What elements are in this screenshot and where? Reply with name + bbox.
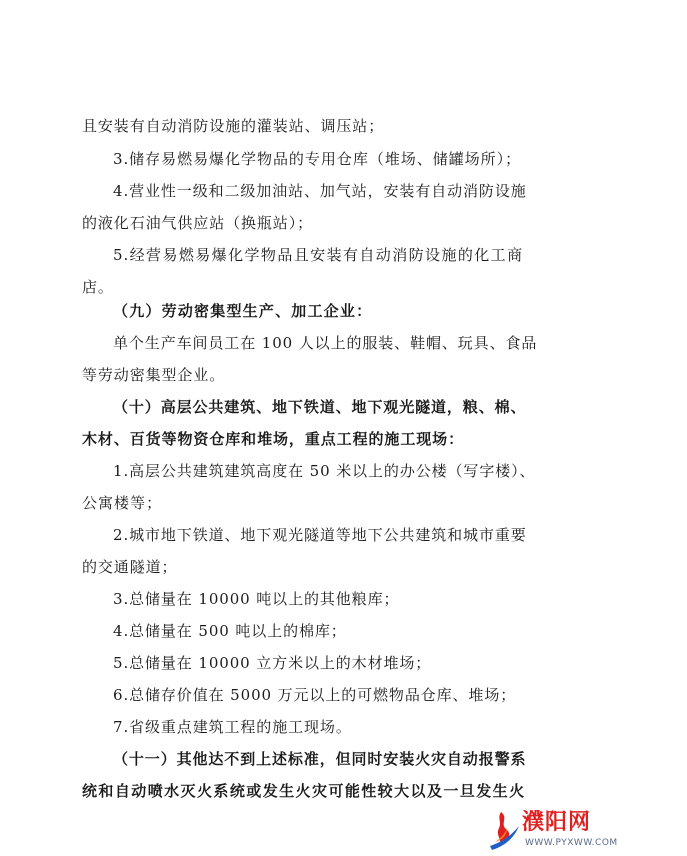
site-url: WWW.PYXWW.COM (525, 838, 618, 848)
text-line-20: 7.省级重点建筑工程的施工现场。 (113, 718, 352, 736)
text-line-14: 2.城市地下铁道、地下观光隧道等地下公共建筑和城市重要 (113, 526, 527, 544)
section-heading-10-line-2: 木材、百货等物资仓库和堆场，重点工程的施工现场： (82, 430, 464, 448)
text-line-18: 5.总储量在 10000 立方米以上的木材堆场； (113, 654, 432, 672)
text-line-8: 单个生产车间员工在 100 人以上的服装、鞋帽、玩具、食品 (113, 334, 538, 352)
text-line-1: 且安装有自动消防设施的灌装站、调压站； (82, 117, 385, 135)
section-heading-11-line-2: 统和自动喷水灭火系统或发生火灾可能性较大以及一旦发生火 (82, 782, 525, 800)
text-line-5: 5.经营易燃易爆化学物品且安装有自动消防设施的化工商 (113, 246, 523, 264)
text-line-17: 4.总储量在 500 吨以上的棉库； (113, 622, 347, 640)
text-line-9: 等劳动密集型企业。 (82, 366, 226, 384)
text-line-4: 的液化石油气供应站（换瓶站）； (82, 214, 314, 232)
text-line-2: 3.储存易燃易爆化学物品的专用仓库（堆场、储罐场所）； (113, 150, 521, 168)
section-heading-9: （九）劳动密集型生产、加工企业： (113, 302, 372, 320)
text-line-16: 3.总储量在 10000 吨以上的其他粮库； (113, 590, 400, 608)
text-line-12: 1.高层公共建筑建筑高度在 50 米以上的办公楼（写字楼）、 (113, 462, 536, 480)
text-line-6: 店。 (82, 278, 114, 296)
section-heading-10-line-1: （十）高层公共建筑、地下铁道、地下观光隧道，粮、棉、 (113, 398, 527, 416)
text-line-13: 公寓楼等； (82, 494, 162, 512)
site-name: 濮阳网 (522, 810, 592, 835)
site-watermark-logo (487, 808, 618, 852)
section-heading-11-line-1: （十一）其他达不到上述标准，但同时安装火灾自动报警系 (113, 750, 527, 768)
flame-swoosh-icon (487, 808, 523, 852)
text-line-15: 的交通隧道； (82, 558, 178, 576)
text-line-3: 4.营业性一级和二级加油站、加气站，安装有自动消防设施 (113, 182, 527, 200)
text-line-19: 6.总储存价值在 5000 万元以上的可燃物品仓库、堆场； (113, 686, 517, 704)
